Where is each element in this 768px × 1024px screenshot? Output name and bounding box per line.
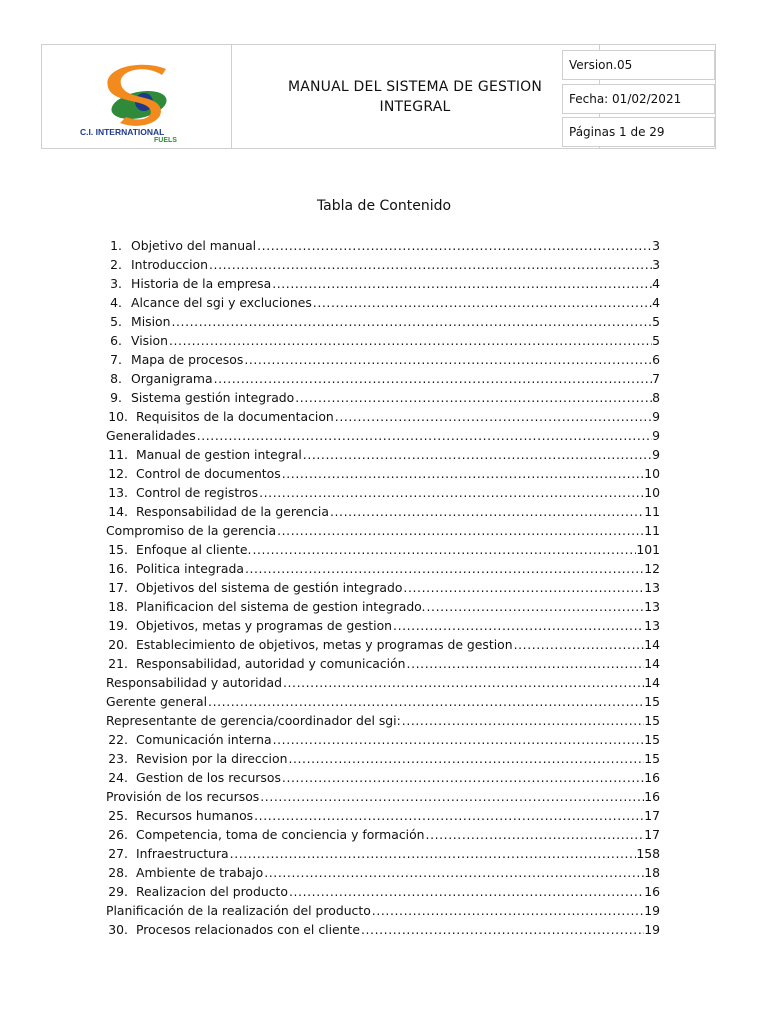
toc-dot-leader xyxy=(256,238,652,253)
toc-entry[interactable] xyxy=(106,333,660,352)
toc-entry[interactable] xyxy=(106,637,660,656)
toc-entry-page: 8 xyxy=(652,390,660,405)
company-logo xyxy=(42,45,232,148)
toc-entry-label: Responsabilidad de la gerencia xyxy=(136,504,329,519)
toc-entry-page: 7 xyxy=(652,371,660,386)
toc-entry[interactable] xyxy=(106,713,660,732)
toc-dot-leader xyxy=(302,447,652,462)
toc-dot-leader xyxy=(401,713,644,728)
toc-entry-page: 15 xyxy=(644,751,660,766)
toc-entry[interactable] xyxy=(106,694,660,713)
toc-entry-page: 158 xyxy=(636,846,660,861)
toc-entry-label: Alcance del sgi y excluciones xyxy=(131,295,312,310)
toc-entry-number: 22. xyxy=(108,732,128,747)
date-field: Fecha: 01/02/2021 xyxy=(562,84,715,114)
toc-entry-number: 30. xyxy=(108,922,128,937)
toc-entry-label: Representante de gerencia/coordinador del sgi: xyxy=(106,713,401,728)
toc-entry-number: 2. xyxy=(110,257,122,272)
toc-entry-page: 4 xyxy=(652,276,660,291)
toc-entry-number: 3. xyxy=(110,276,122,291)
toc-entry-page: 101 xyxy=(636,542,660,557)
toc-dot-leader xyxy=(281,770,644,785)
toc-entry-number: 17. xyxy=(108,580,128,595)
toc-entry-page: 17 xyxy=(644,808,660,823)
toc-dot-leader xyxy=(213,371,653,386)
toc-entry-number: 24. xyxy=(108,770,128,785)
toc-entry-page: 5 xyxy=(652,314,660,329)
toc-entry-number: 15. xyxy=(108,542,128,557)
toc-dot-leader xyxy=(287,751,644,766)
toc-entry-label: Mision xyxy=(131,314,171,329)
toc-dot-leader xyxy=(334,409,652,424)
toc-entry-label: Provisión de los recursos xyxy=(106,789,260,804)
toc-dot-leader xyxy=(263,865,644,880)
toc-dot-leader xyxy=(294,390,652,405)
toc-dot-leader xyxy=(513,637,645,652)
toc-entry-number: 11. xyxy=(108,447,128,462)
toc-entry-page: 9 xyxy=(652,428,660,443)
toc-entry-label: Requisitos de la documentacion xyxy=(136,409,334,424)
toc-dot-leader xyxy=(371,903,644,918)
toc-entry-label: Objetivo del manual xyxy=(131,238,257,253)
toc-entry-label: Organigrama xyxy=(131,371,213,386)
toc-entry[interactable] xyxy=(106,922,660,941)
version-field: Version.05 xyxy=(562,50,715,80)
toc-entry-label: Planificacion del sistema de gestion integrado. xyxy=(136,599,426,614)
toc-entry[interactable] xyxy=(106,618,660,637)
toc-entry[interactable] xyxy=(106,257,660,276)
toc-entry-page: 3 xyxy=(652,257,660,272)
toc-entry-label: Gerente general xyxy=(106,694,208,709)
toc-entry-number: 28. xyxy=(108,865,128,880)
toc-entry[interactable] xyxy=(106,827,660,846)
pages-field: Páginas 1 de 29 xyxy=(562,117,715,147)
toc-dot-leader xyxy=(207,694,644,709)
toc-entry-label: Competencia, toma de conciencia y formación xyxy=(136,827,425,842)
toc-dot-leader xyxy=(329,504,644,519)
toc-entry[interactable] xyxy=(106,846,660,865)
toc-entry[interactable] xyxy=(106,314,660,333)
toc-dot-leader xyxy=(251,542,636,557)
toc-entry-label: Introduccion xyxy=(131,257,208,272)
logo-company-name-line1: C.I. INTERNATIONAL xyxy=(80,127,165,137)
toc-entry[interactable] xyxy=(106,580,660,599)
toc-entry-page: 10 xyxy=(644,466,660,481)
toc-entry-number: 6. xyxy=(110,333,122,348)
toc-entry-page: 19 xyxy=(644,922,660,937)
toc-entry-label: Compromiso de la gerencia xyxy=(106,523,277,538)
toc-entry[interactable] xyxy=(106,485,660,504)
toc-title: Tabla de Contenido xyxy=(316,198,452,214)
document-header xyxy=(41,44,716,149)
toc-entry-number: 26. xyxy=(108,827,128,842)
toc-entry-page: 15 xyxy=(644,713,660,728)
toc-entry[interactable] xyxy=(106,884,660,903)
toc-entry-label: Mapa de procesos xyxy=(131,352,244,367)
toc-entry-page: 17 xyxy=(644,827,660,842)
toc-entry-label: Control de registros xyxy=(136,485,259,500)
toc-entry-number: 19. xyxy=(108,618,128,633)
toc-entry-page: 10 xyxy=(644,485,660,500)
toc-dot-leader xyxy=(392,618,644,633)
toc-entry[interactable] xyxy=(106,409,660,428)
toc-entry-number: 8. xyxy=(110,371,122,386)
toc-entry[interactable] xyxy=(106,770,660,789)
toc-entry-number: 9. xyxy=(110,390,122,405)
toc-entry-number: 20. xyxy=(108,637,128,652)
toc-dot-leader xyxy=(282,675,644,690)
toc-entry-page: 14 xyxy=(644,637,660,652)
toc-dot-leader xyxy=(426,599,645,614)
logo-company-name-line2: FUELS xyxy=(154,137,177,144)
toc-entry-page: 11 xyxy=(644,523,660,538)
toc-entry[interactable] xyxy=(106,599,660,618)
toc-entry-page: 19 xyxy=(644,903,660,918)
toc-entry-number: 13. xyxy=(108,485,128,500)
toc-entry-number: 27. xyxy=(108,846,128,861)
toc-entry-page: 13 xyxy=(644,580,660,595)
toc-dot-leader xyxy=(168,333,652,348)
toc-entry-page: 6 xyxy=(652,352,660,367)
toc-entry-number: 14. xyxy=(108,504,128,519)
toc-entry[interactable] xyxy=(106,352,660,371)
toc-entry[interactable] xyxy=(106,808,660,827)
toc-entry[interactable] xyxy=(106,238,660,257)
toc-entry-label: Politica integrada xyxy=(136,561,244,576)
toc-dot-leader xyxy=(288,884,644,899)
toc-entry-label: Sistema gestión integrado xyxy=(131,390,295,405)
toc-entry-page: 9 xyxy=(652,447,660,462)
toc-entry[interactable] xyxy=(106,751,660,770)
toc-entry[interactable] xyxy=(106,295,660,314)
toc-entry[interactable] xyxy=(106,656,660,675)
toc-entry-label: Revision por la direccion xyxy=(136,751,288,766)
toc-entry-label: Infraestructura xyxy=(136,846,229,861)
logo-mark-icon xyxy=(42,45,231,148)
toc-entry-page: 11 xyxy=(644,504,660,519)
toc-entry-page: 13 xyxy=(644,618,660,633)
toc-entry-page: 16 xyxy=(644,789,660,804)
toc-entry-page: 5 xyxy=(652,333,660,348)
toc-entry-number: 5. xyxy=(110,314,122,329)
document-title xyxy=(231,45,600,148)
toc-entry-label: Comunicación interna xyxy=(136,732,272,747)
toc-entry-number: 4. xyxy=(110,295,122,310)
toc-entry-label: Responsabilidad y autoridad xyxy=(106,675,282,690)
toc-entry-page: 14 xyxy=(644,656,660,671)
toc-entry[interactable] xyxy=(106,447,660,466)
toc-entry-label: Manual de gestion integral xyxy=(136,447,302,462)
toc-entry-page: 3 xyxy=(652,238,660,253)
toc-entry[interactable] xyxy=(106,675,660,694)
document-title-line2: INTEGRAL xyxy=(379,98,451,115)
toc-entry-number: 29. xyxy=(108,884,128,899)
toc-entry-label: Planificación de la realización del producto xyxy=(106,903,371,918)
toc-entry[interactable] xyxy=(106,732,660,751)
toc-entry-number: 10. xyxy=(108,409,128,424)
toc-entry[interactable] xyxy=(106,466,660,485)
toc-dot-leader xyxy=(312,295,652,310)
toc-entry[interactable] xyxy=(106,504,660,523)
toc-entry-number: 16. xyxy=(108,561,128,576)
toc-entry-label: Establecimiento de objetivos, metas y programas de gestion xyxy=(136,637,513,652)
toc-entry-page: 13 xyxy=(644,599,660,614)
toc-entry[interactable] xyxy=(106,276,660,295)
table-of-contents xyxy=(106,238,660,941)
toc-entry[interactable] xyxy=(106,371,660,390)
toc-entry-label: Historia de la empresa xyxy=(131,276,272,291)
toc-entry-number: 25. xyxy=(108,808,128,823)
toc-dot-leader xyxy=(170,314,652,329)
toc-entry-page: 18 xyxy=(644,865,660,880)
toc-dot-leader xyxy=(425,827,645,842)
toc-entry-label: Enfoque al cliente. xyxy=(136,542,252,557)
toc-entry-page: 9 xyxy=(652,409,660,424)
toc-dot-leader xyxy=(272,732,645,747)
toc-dot-leader xyxy=(360,922,644,937)
toc-entry-label: Objetivos, metas y programas de gestion xyxy=(136,618,393,633)
toc-entry-number: 18. xyxy=(108,599,128,614)
toc-entry-label: Objetivos del sistema de gestión integrado xyxy=(136,580,403,595)
toc-dot-leader xyxy=(208,257,652,272)
toc-entry-label: Vision xyxy=(131,333,168,348)
toc-entry-label: Responsabilidad, autoridad y comunicación xyxy=(136,656,406,671)
toc-entry-page: 4 xyxy=(652,295,660,310)
document-title-line1: MANUAL DEL SISTEMA DE GESTION xyxy=(287,78,543,95)
toc-entry-label: Generalidades xyxy=(106,428,196,443)
toc-dot-leader xyxy=(276,523,644,538)
toc-dot-leader xyxy=(244,561,644,576)
toc-entry-page: 15 xyxy=(644,732,660,747)
toc-entry-number: 12. xyxy=(108,466,128,481)
toc-entry-page: 15 xyxy=(644,694,660,709)
toc-dot-leader xyxy=(253,808,644,823)
toc-entry-number: 1. xyxy=(110,238,122,253)
toc-dot-leader xyxy=(406,656,645,671)
toc-entry[interactable] xyxy=(106,542,660,561)
toc-entry[interactable] xyxy=(106,428,660,447)
toc-entry[interactable] xyxy=(106,523,660,542)
toc-entry[interactable] xyxy=(106,789,660,808)
toc-entry-page: 16 xyxy=(644,884,660,899)
toc-entry-page: 12 xyxy=(644,561,660,576)
toc-dot-leader xyxy=(259,789,644,804)
toc-dot-leader xyxy=(402,580,644,595)
toc-dot-leader xyxy=(243,352,652,367)
toc-entry-number: 23. xyxy=(108,751,128,766)
toc-dot-leader xyxy=(196,428,652,443)
toc-entry[interactable] xyxy=(106,865,660,884)
toc-entry-page: 16 xyxy=(644,770,660,785)
toc-dot-leader xyxy=(281,466,645,481)
toc-entry-page: 14 xyxy=(644,675,660,690)
toc-entry-label: Gestion de los recursos xyxy=(136,770,281,785)
toc-entry-label: Ambiente de trabajo xyxy=(136,865,264,880)
toc-entry-number: 21. xyxy=(108,656,128,671)
toc-entry[interactable] xyxy=(106,561,660,580)
toc-dot-leader xyxy=(258,485,644,500)
document-meta xyxy=(562,45,716,148)
toc-entry-label: Realizacion del producto xyxy=(136,884,288,899)
toc-entry-number: 7. xyxy=(110,352,122,367)
toc-dot-leader xyxy=(271,276,652,291)
toc-entry[interactable] xyxy=(106,390,660,409)
toc-entry-label: Procesos relacionados con el cliente xyxy=(136,922,360,937)
toc-dot-leader xyxy=(229,846,637,861)
toc-entry[interactable] xyxy=(106,903,660,922)
toc-entry-label: Control de documentos xyxy=(136,466,281,481)
toc-entry-label: Recursos humanos xyxy=(136,808,254,823)
